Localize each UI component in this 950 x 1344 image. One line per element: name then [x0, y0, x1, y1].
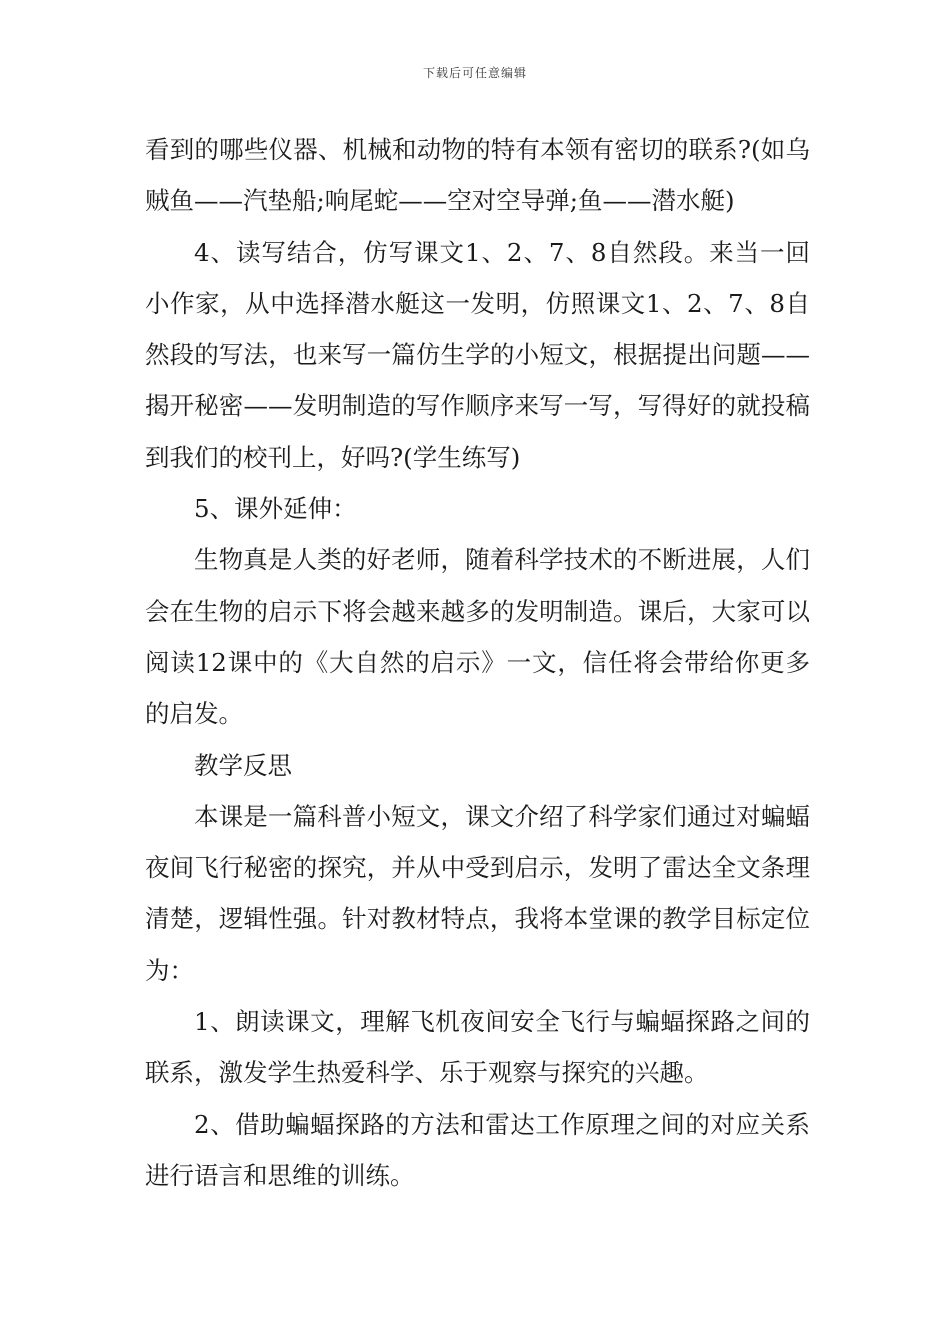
paragraph-goal-1: 1、朗读课文，理解飞机夜间安全飞行与蝙蝠探路之间的联系，激发学生热爱科学、乐于观察与探究的兴趣。 — [145, 1007, 810, 1088]
paragraph-item-4: 4、读写结合，仿写课文1、2、7、8自然段。来当一回小作家，从中选择潜水艇这一发明，仿照课文1、2、7、8自然段的写法，也来写一篇仿生学的小短文，根据提出问题——揭开秘密——发明制造的写作顺序来写一写，写得好的就投稿到我们的校刊上，好吗?(学生练写) — [145, 237, 810, 472]
paragraph-continuation: 看到的哪些仪器、机械和动物的特有本领有密切的联系?(如乌贼鱼——汽垫船;响尾蛇——空对空导弹;鱼——潜水艇) — [145, 135, 810, 216]
section-heading-reflection: 教学反思 — [194, 750, 292, 780]
document-body — [145, 124, 810, 1201]
page-header: 下载后可任意编辑 — [422, 66, 527, 80]
paragraph-extension: 生物真是人类的好老师，随着科学技术的不断进展，人们会在生物的启示下将会越来越多的发明制造。课后，大家可以阅读12课中的《大自然的启示》一文，信任将会带给你更多的启发。 — [145, 545, 810, 729]
paragraph-item-5-heading: 5、课外延伸： — [194, 494, 357, 524]
paragraph-goal-2: 2、借助蝙蝠探路的方法和雷达工作原理之间的对应关系进行语言和思维的训练。 — [145, 1109, 810, 1190]
paragraph-reflection-intro: 本课是一篇科普小短文，课文介绍了科学家们通过对蝙蝠夜间飞行秘密的探究，并从中受到启示，发明了雷达全文条理清楚，逻辑性强。针对教材特点，我将本堂课的教学目标定位为： — [145, 801, 810, 985]
